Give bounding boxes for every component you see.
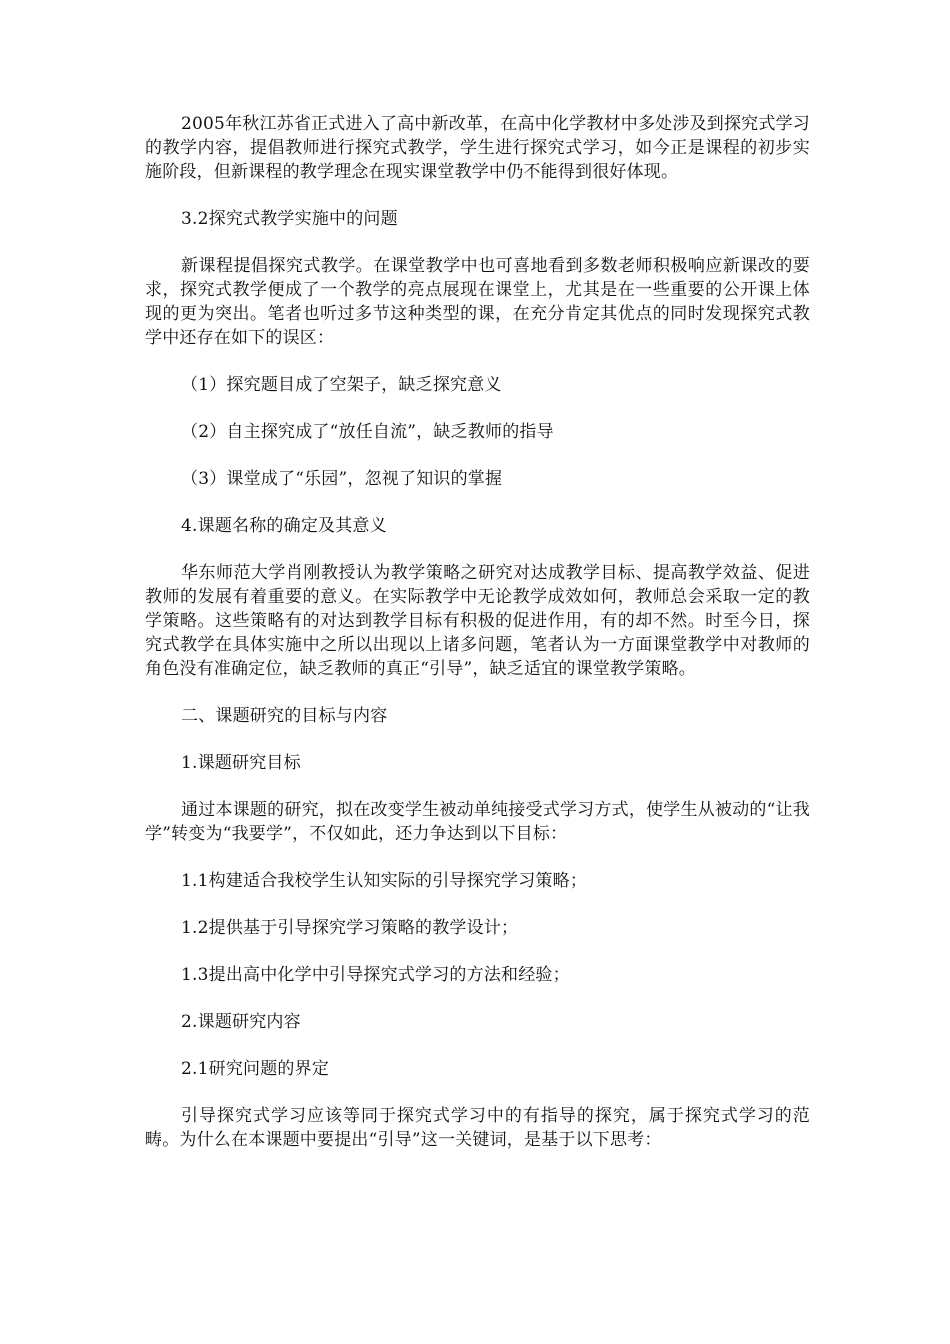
paragraph-goals: 通过本课题的研究，拟在改变学生被动单纯接受式学习方式，使学生从被动的“让我学”转变为“我要学”，不仅如此，还力争达到以下目标： <box>145 800 810 844</box>
subsection-heading-2-1: 2.1研究问题的界定 <box>181 1059 330 1079</box>
document-page <box>145 112 810 1175</box>
list-item-goal-1-2: 1.2提供基于引导探究学习策略的教学设计； <box>181 918 519 938</box>
subsection-heading-goals: 1.课题研究目标 <box>181 753 301 773</box>
list-item-goal-1-3: 1.3提出高中化学中引导探究式学习的方法和经验； <box>181 965 570 985</box>
list-item-misconception-3: （3）课堂成了“乐园”，忽视了知识的掌握 <box>181 469 503 489</box>
list-item-misconception-2: （2）自主探究成了“放任自流”，缺乏教师的指导 <box>181 422 554 442</box>
paragraph-problems: 新课程提倡探究式教学。在课堂教学中也可喜地看到多数老师积极响应新课改的要求，探究式教学便成了一个教学的亮点展现在课堂上，尤其是在一些重要的公开课上体现的更为突出。笔者也听过多节这种类型的课，在充分肯定其优点的同时发现探究式教学中还存在如下的误区： <box>145 256 810 348</box>
section-heading-3-2: 3.2探究式教学实施中的问题 <box>181 209 398 229</box>
paragraph-intro: 2005年秋江苏省正式进入了高中新改革，在高中化学教材中多处涉及到探究式学习的教学内容，提倡教师进行探究式教学，学生进行探究式学习，如今正是课程的初步实施阶段，但新课程的教学理念在现实课堂教学中仍不能得到很好体现。 <box>145 114 810 182</box>
section-heading-4: 4.课题名称的确定及其意义 <box>181 516 387 536</box>
list-item-goal-1-1: 1.1构建适合我校学生认知实际的引导探究学习策略； <box>181 871 588 891</box>
subsection-heading-content: 2.课题研究内容 <box>181 1012 301 1032</box>
paragraph-definition: 引导探究式学习应该等同于探究式学习中的有指导的探究，属于探究式学习的范畴。为什么在本课题中要提出“引导”这一关键词，是基于以下思考： <box>145 1106 810 1150</box>
list-item-misconception-1: （1）探究题目成了空架子，缺乏探究意义 <box>181 375 502 395</box>
paragraph-significance: 华东师范大学肖刚教授认为教学策略之研究对达成教学目标、提高教学效益、促进教师的发展有着重要的意义。在实际教学中无论教学成效如何，教师总会采取一定的教学策略。这些策略有的对达到教学目标有积极的促进作用，有的却不然。时至今日，探究式教学在具体实施中之所以出现以上诸多问题，笔者认为一方面课堂教学中对教师的角色没有准确定位，缺乏教师的真正“引导”，缺乏适宜的课堂教学策略。 <box>145 563 810 679</box>
section-heading-2: 二、课题研究的目标与内容 <box>181 706 388 726</box>
